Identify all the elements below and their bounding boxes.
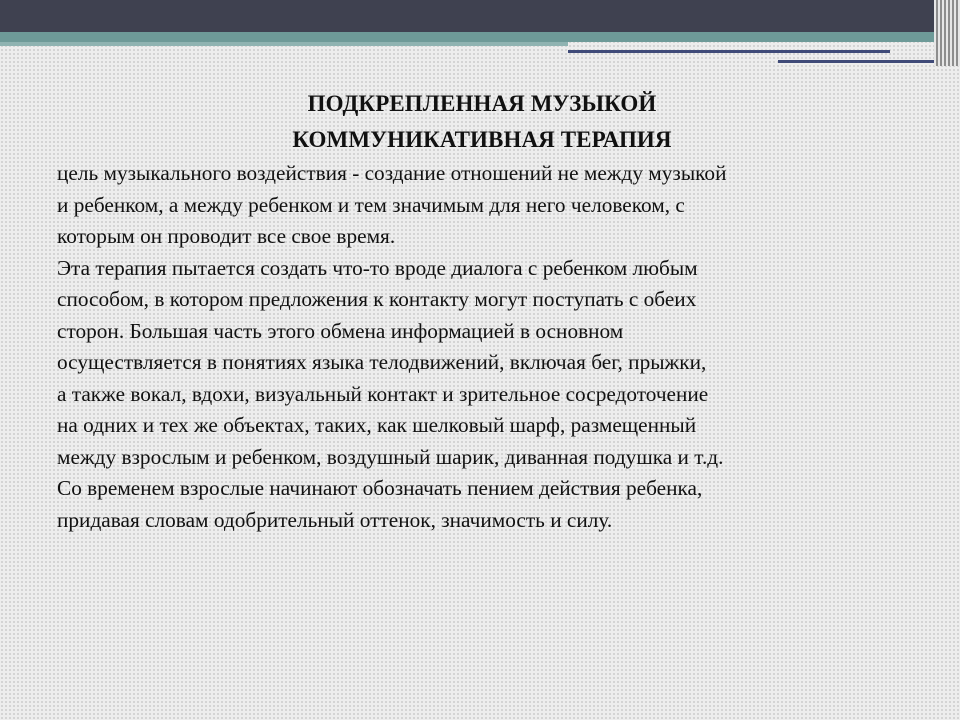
corner-stripe-decoration: [934, 0, 960, 66]
paragraph-description: Эта терапия пытается создать что-то вроде диалога с ребенком любым способом, в котором предложения к контакту могут поступать с обеих сторон. Большая часть этого обмена информацией в основном осуществляется в понятиях языка телодвижений, включая бег, прыжки, а также вокал, вдохи, визуальный контакт и зрительное сосредоточение на одних и тех же объектах, таких, как шелковый шарф, размещенный между взрослым и ребенком, воздушный шарик, диванная подушка и т.д. Со временем взрослые начинают обозначать пением действия ребенка, придавая словам одобрительный оттенок, значимость и силу.: [57, 255, 724, 532]
title-line-2: КОММУНИКАТИВНАЯ ТЕРАПИЯ: [292, 127, 672, 152]
slide-content: [57, 86, 907, 536]
accent-line-upper: [568, 50, 890, 53]
teal-accent-band-lower: [0, 42, 568, 46]
accent-line-lower: [778, 60, 942, 63]
teal-accent-band: [0, 32, 960, 42]
paragraph-goal: цель музыкального воздействия - создание отношений не между музыкой и ребенком, а между ребенком и тем значимым для него человеком, с которым он проводит все свое время.: [57, 161, 727, 248]
title-line-1: ПОДКРЕПЛЕННАЯ МУЗЫКОЙ: [307, 91, 657, 116]
slide-title: [57, 86, 907, 158]
top-decorative-bar: [0, 0, 960, 32]
